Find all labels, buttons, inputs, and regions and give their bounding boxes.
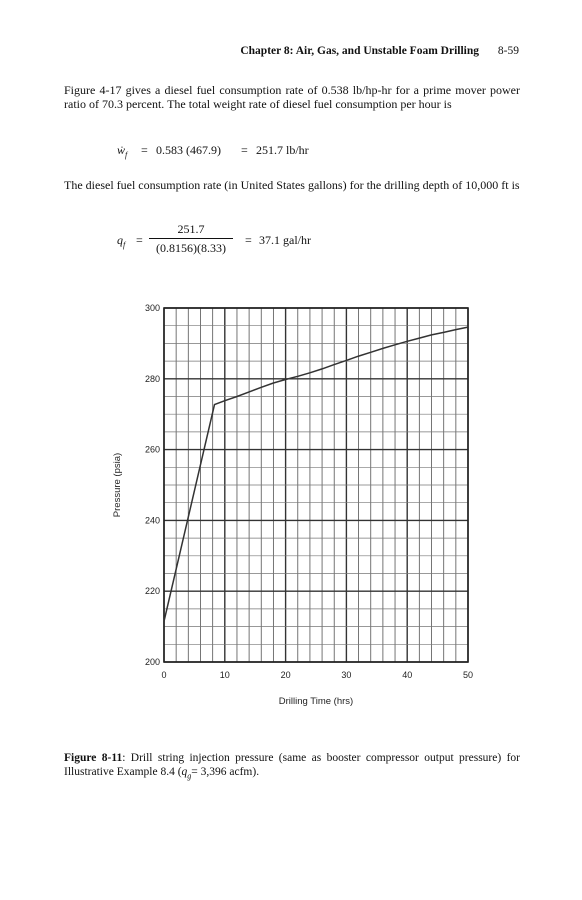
y-tick-label: 200 [144, 657, 160, 667]
x-tick-label: 50 [462, 670, 474, 680]
pressure-series-line [164, 327, 468, 621]
x-tick-label: 40 [402, 670, 413, 680]
fraction-bar [149, 238, 233, 239]
paragraph-fuel-rate: Figure 4-17 gives a diesel fuel consumption rate of 0.538 lb/hp-hr for a prime mover power ratio of 70.3 percent. The total weight rate of diesel fuel consumption per hour is [64, 83, 520, 111]
equals-sign: = [136, 233, 143, 247]
caption-end: = 3,396 acfm). [191, 765, 260, 778]
equation-symbol: $q_f$ [117, 233, 126, 250]
y-tick-label: 220 [144, 586, 160, 597]
caption-text: : Drill string injection pressure (same as booster compressor output pressure) for Illustrative Example 8.4 ( [64, 752, 520, 778]
fraction-denominator: (0.8156)(8.33) [156, 241, 226, 255]
equation-result: 251.7 lb/hr [256, 143, 309, 157]
chapter-title: Chapter 8: Air, Gas, and Unstable Foam Drilling [240, 45, 479, 57]
equation-result: 37.1 gal/hr [259, 233, 311, 247]
page-header [64, 45, 519, 59]
equation-expression: 0.583 (467.9) [156, 143, 221, 157]
y-tick-label: 260 [144, 444, 160, 455]
x-tick-label: 20 [280, 670, 291, 680]
equals-sign: = [241, 143, 248, 157]
equals-sign: = [141, 143, 148, 157]
y-tick-label: 240 [144, 515, 160, 526]
caption-label: Figure 8-11 [64, 752, 123, 764]
fraction-numerator: 251.7 [177, 222, 205, 236]
x-tick-label: 30 [341, 670, 352, 680]
x-tick-label: 0 [161, 670, 167, 680]
x-tick-label: 10 [219, 670, 230, 680]
equals-sign: = [245, 233, 252, 247]
paragraph-gallon-rate: The diesel fuel consumption rate (in United States gallons) for the drilling depth of 10,000 ft is [64, 178, 520, 192]
page-number: 8-59 [497, 45, 519, 57]
chart-grid [164, 308, 468, 662]
y-tick-label: 280 [144, 373, 160, 384]
pressure-chart [0, 290, 582, 730]
figure-caption [64, 752, 520, 782]
equation-weight-rate [117, 143, 309, 160]
y-tick-label: 300 [144, 303, 160, 313]
caption-symbol: $q_g$ [181, 765, 192, 780]
x-axis-label: Drilling Time (hrs) [278, 696, 354, 707]
equation-volume-rate [117, 222, 377, 262]
equation-symbol: ẇ$_f$ [117, 143, 128, 160]
y-axis-label: Pressure (psia) [112, 452, 123, 518]
